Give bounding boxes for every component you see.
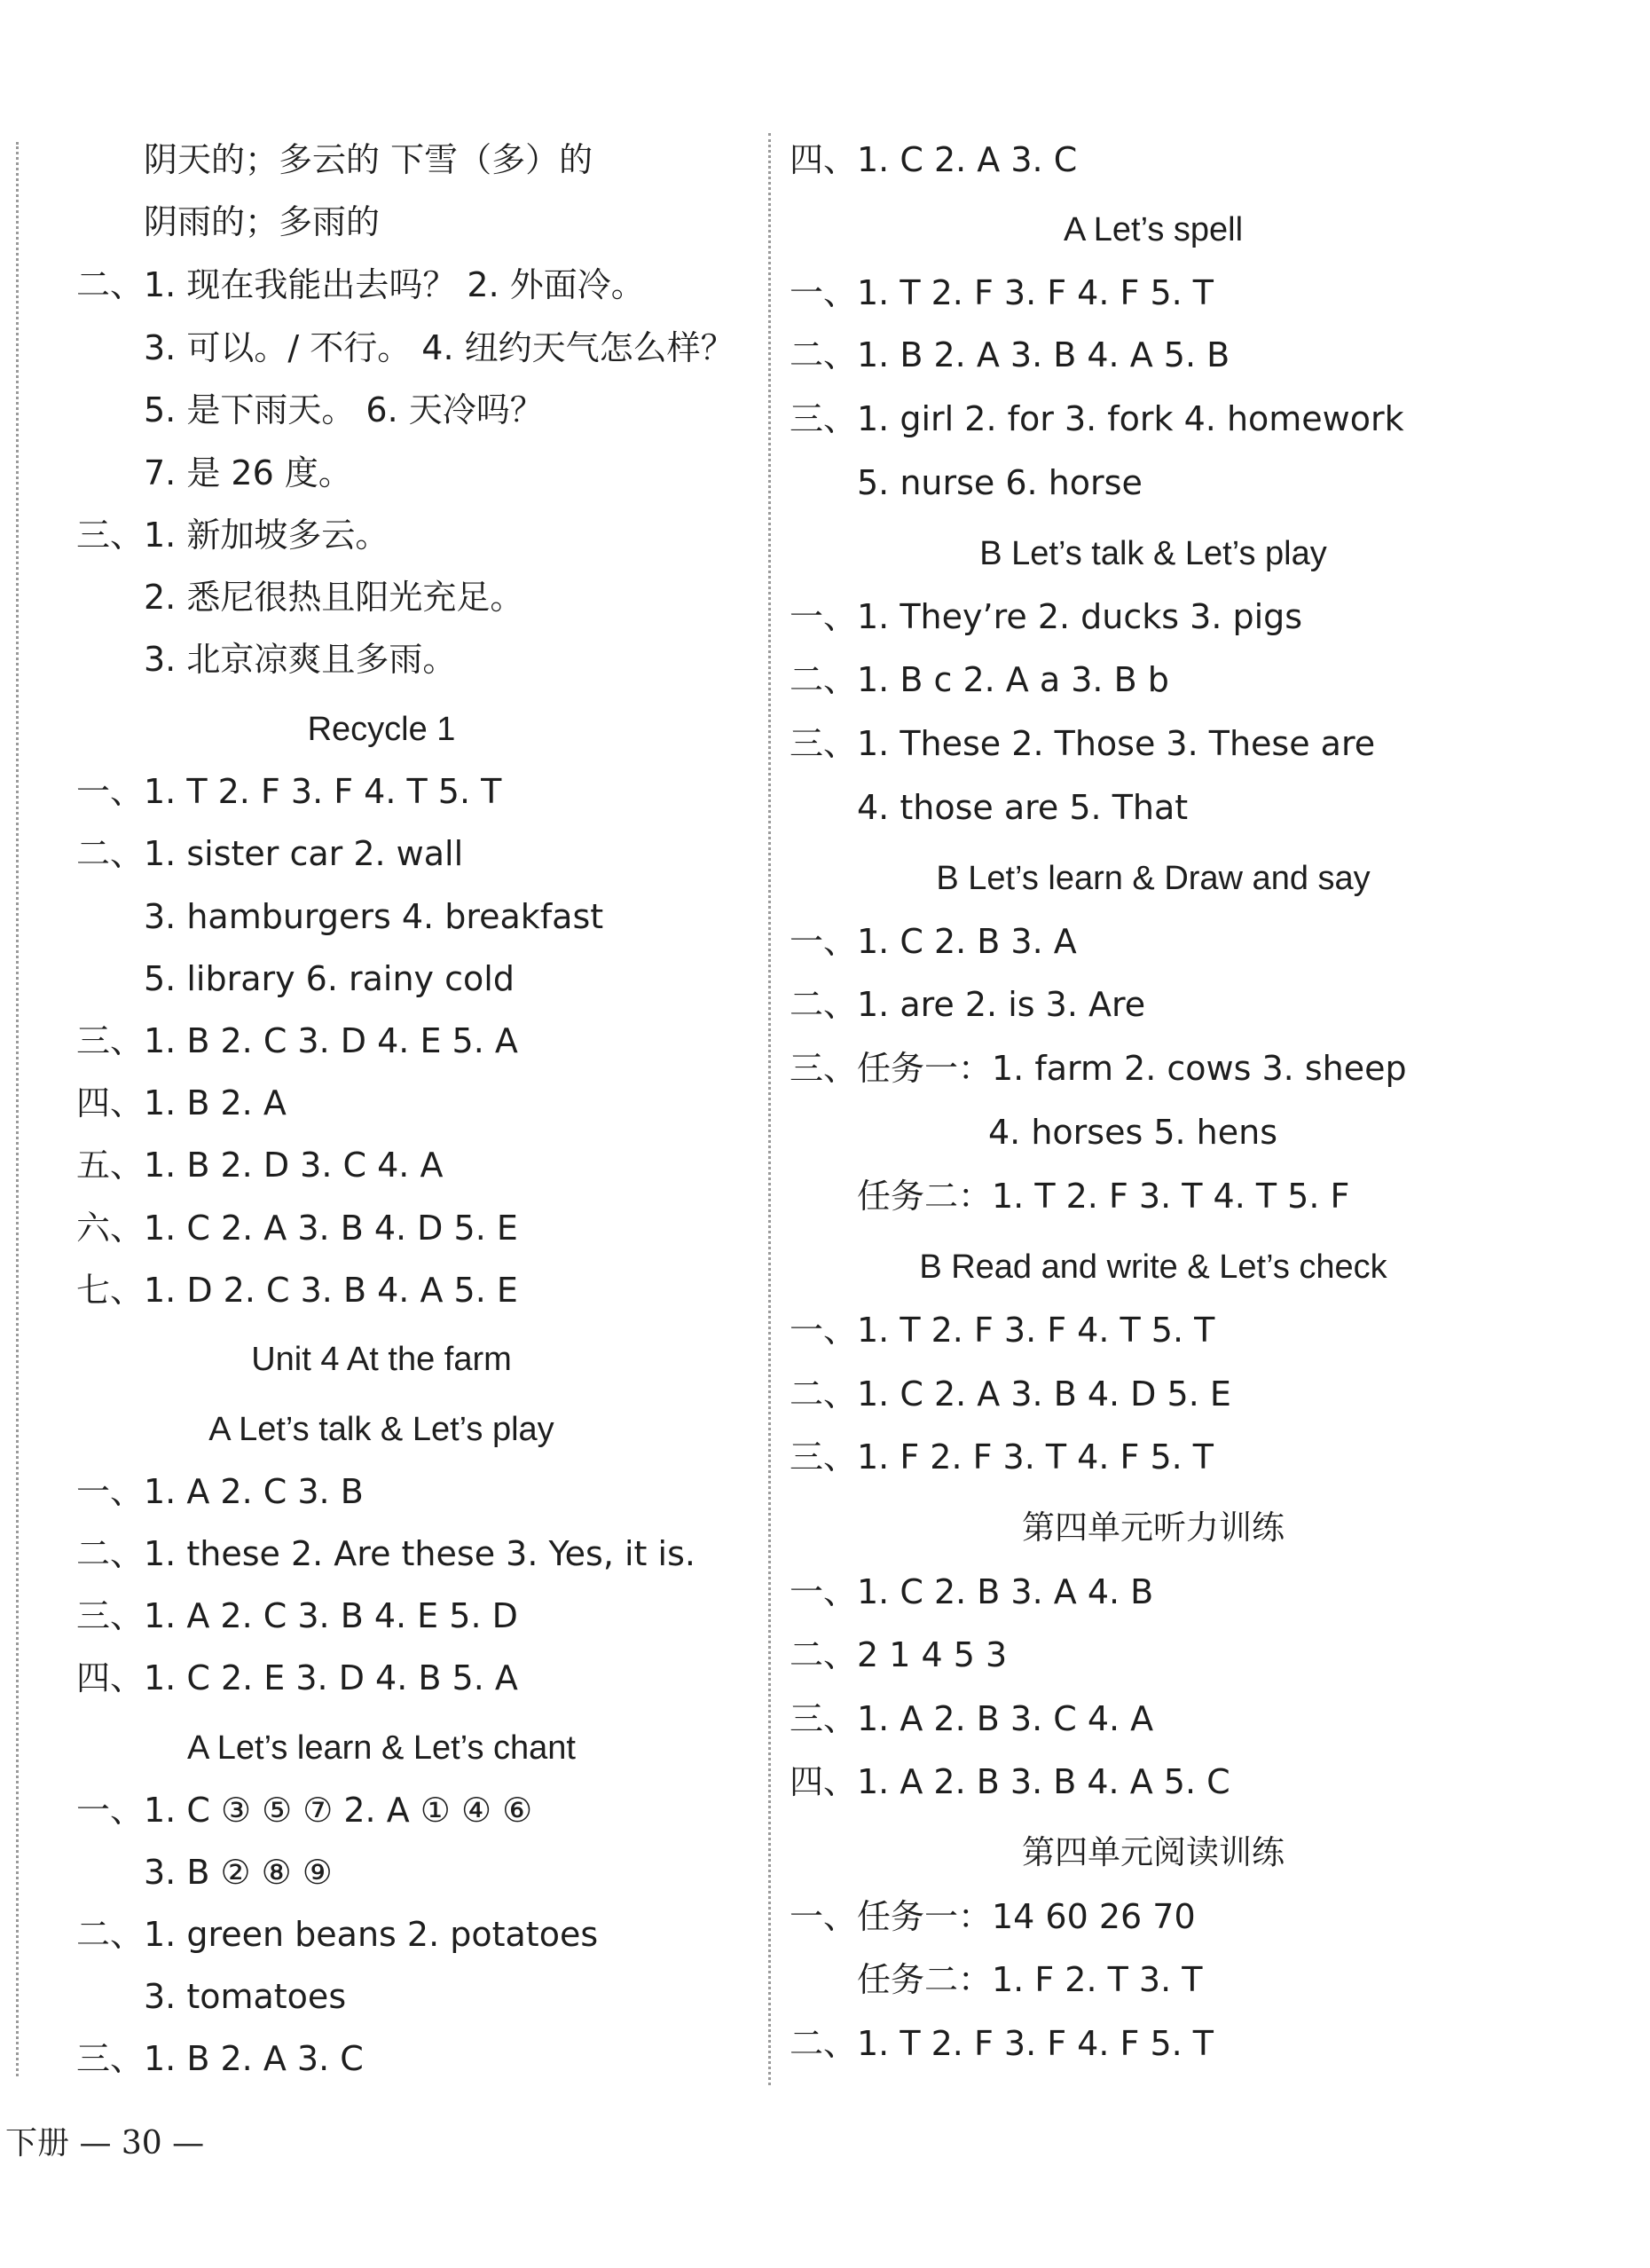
answer-line: 一、1. C 2. B 3. A 4. B bbox=[790, 1572, 1154, 1611]
answer-line: 任务二：1. F 2. T 3. T bbox=[857, 1960, 1203, 1999]
answer-line: 一、1. C 2. B 3. A bbox=[790, 922, 1077, 961]
answer-line: 二、1. T 2. F 3. F 4. F 5. T bbox=[790, 2024, 1214, 2063]
unit-heading: Unit 4 At the farm bbox=[251, 1341, 512, 1378]
answer-line: 5. 是下雨天。 6. 天冷吗？ bbox=[144, 390, 544, 429]
answer-line: 一、1. A 2. C 3. B bbox=[76, 1472, 364, 1511]
section-heading: Recycle 1 bbox=[307, 711, 456, 748]
left-margin-dotted-rule bbox=[16, 142, 19, 2076]
answer-line: 2. 悉尼很热且阳光充足。 bbox=[144, 578, 524, 617]
answer-line: 阴雨的；多雨的 bbox=[144, 202, 381, 241]
answer-line: 三、1. A 2. B 3. C 4. A bbox=[790, 1699, 1154, 1738]
section-heading: B Read and write & Let’s check bbox=[919, 1248, 1387, 1286]
answer-line: 3. hamburgers 4. breakfast bbox=[144, 897, 604, 936]
answer-line: 3. 北京凉爽且多雨。 bbox=[144, 640, 457, 679]
answer-line: 三、1. B 2. C 3. D 4. E 5. A bbox=[76, 1021, 518, 1060]
answer-line: 4. horses 5. hens bbox=[988, 1113, 1278, 1152]
answer-line: 二、1. B 2. A 3. B 4. A 5. B bbox=[790, 335, 1230, 374]
answer-line: 一、1. C ③ ⑤ ⑦ 2. A ① ④ ⑥ bbox=[76, 1791, 533, 1830]
answer-line: 3. tomatoes bbox=[144, 1977, 347, 2016]
answer-line: 六、1. C 2. A 3. B 4. D 5. E bbox=[76, 1209, 518, 1248]
answer-line: 一、1. They’re 2. ducks 3. pigs bbox=[790, 597, 1303, 636]
answer-line: 3. B ② ⑧ ⑨ bbox=[144, 1853, 333, 1892]
section-heading: A Let’s talk & Let’s play bbox=[208, 1411, 554, 1448]
answer-line: 二、1. sister car 2. wall bbox=[76, 834, 464, 873]
answer-line: 二、1. B c 2. A a 3. B b bbox=[790, 660, 1169, 699]
answer-line: 5. nurse 6. horse bbox=[857, 463, 1143, 502]
answer-line: 二、2 1 4 5 3 bbox=[790, 1635, 1008, 1674]
answer-line: 一、任务一：14 60 26 70 bbox=[790, 1897, 1196, 1936]
answer-line: 七、1. D 2. C 3. B 4. A 5. E bbox=[76, 1271, 518, 1310]
answer-line: 四、1. C 2. E 3. D 4. B 5. A bbox=[76, 1658, 518, 1697]
answer-line: 二、1. C 2. A 3. B 4. D 5. E bbox=[790, 1374, 1231, 1414]
answer-line: 三、1. B 2. A 3. C bbox=[76, 2039, 364, 2078]
answer-line: 二、1. are 2. is 3. Are bbox=[790, 985, 1146, 1024]
answer-line: 三、1. F 2. F 3. T 4. F 5. T bbox=[790, 1437, 1214, 1477]
answer-line: 一、1. T 2. F 3. F 4. T 5. T bbox=[76, 772, 502, 811]
answer-line: 五、1. B 2. D 3. C 4. A bbox=[76, 1146, 444, 1185]
column-divider-dotted-rule bbox=[768, 133, 771, 2085]
answer-line: 三、任务一：1. farm 2. cows 3. sheep bbox=[790, 1049, 1407, 1088]
answer-line: 四、1. B 2. A bbox=[76, 1083, 287, 1122]
answer-line: 7. 是 26 度。 bbox=[144, 453, 352, 492]
answer-line: 三、1. These 2. Those 3. These are bbox=[790, 724, 1376, 763]
section-heading: B Let’s learn & Draw and say bbox=[936, 860, 1371, 897]
section-heading: 第四单元阅读训练 bbox=[1022, 1833, 1285, 1871]
answer-line: 任务二：1. T 2. F 3. T 4. T 5. F bbox=[857, 1177, 1350, 1216]
answer-line: 二、1. these 2. Are these 3. Yes, it is. bbox=[76, 1534, 695, 1573]
answer-line: 二、1. 现在我能出去吗？ 2. 外面冷。 bbox=[76, 265, 645, 304]
answer-line: 3. 可以。/ 不行。 4. 纽约天气怎么样？ bbox=[144, 328, 735, 367]
answer-line: 一、1. T 2. F 3. F 4. T 5. T bbox=[790, 1311, 1215, 1350]
answer-line: 四、1. C 2. A 3. C bbox=[790, 140, 1078, 179]
answer-line: 一、1. T 2. F 3. F 4. F 5. T bbox=[790, 273, 1214, 312]
answer-line: 5. library 6. rainy cold bbox=[144, 959, 515, 998]
section-heading: B Let’s talk & Let’s play bbox=[979, 535, 1327, 572]
page-footer: 下册 — 30 — bbox=[5, 2125, 205, 2162]
answer-line: 二、1. green beans 2. potatoes bbox=[76, 1915, 599, 1954]
section-heading: A Let’s spell bbox=[1063, 211, 1244, 248]
answer-line: 三、1. girl 2. for 3. fork 4. homework bbox=[790, 399, 1404, 438]
answer-line: 4. those are 5. That bbox=[857, 788, 1189, 827]
section-heading: 第四单元听力训练 bbox=[1022, 1508, 1285, 1547]
answer-line: 四、1. A 2. B 3. B 4. A 5. C bbox=[790, 1762, 1230, 1801]
section-heading: A Let’s learn & Let’s chant bbox=[186, 1729, 576, 1767]
answer-line: 三、1. 新加坡多云。 bbox=[76, 516, 389, 555]
answer-line: 阴天的；多云的 下雪（多）的 bbox=[144, 140, 593, 179]
answer-line: 三、1. A 2. C 3. B 4. E 5. D bbox=[76, 1596, 518, 1635]
